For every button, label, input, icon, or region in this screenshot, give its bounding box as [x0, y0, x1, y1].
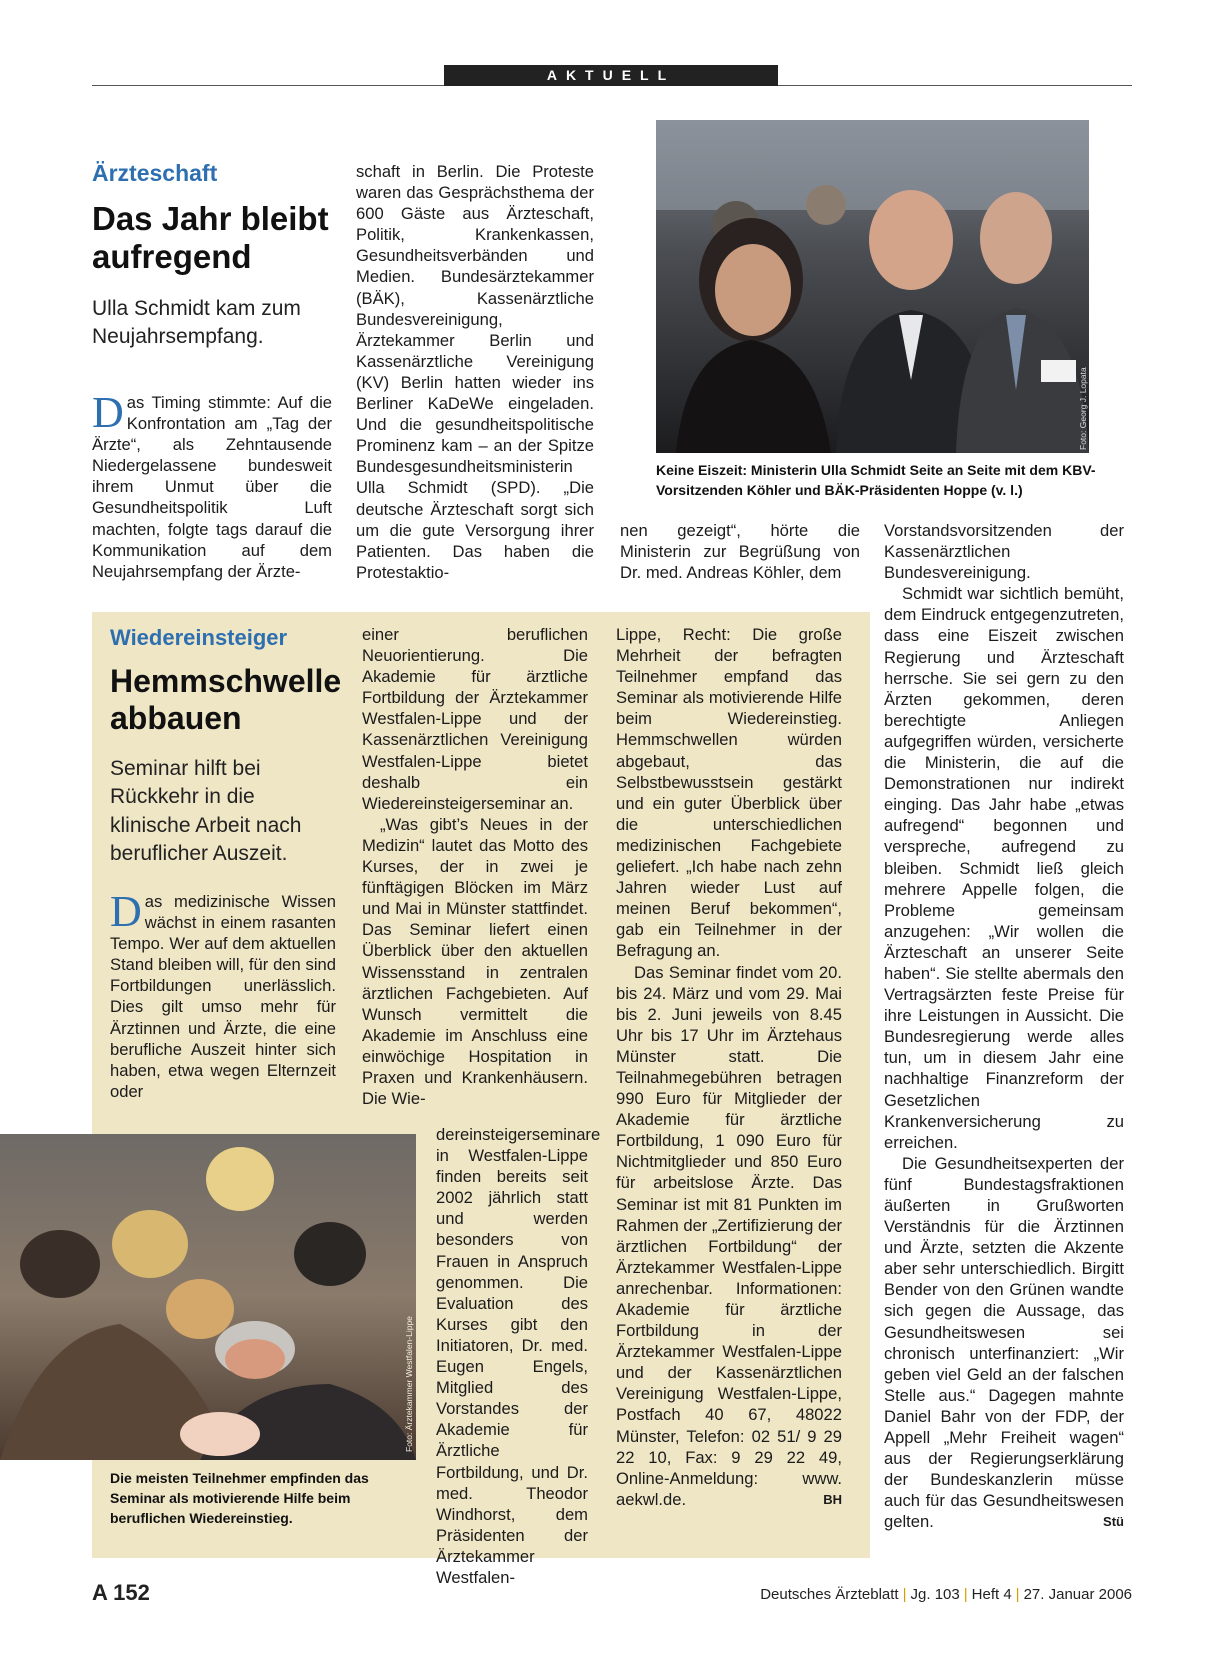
article2-column-1: Das medizinische Wissen wächst in einem rasanten Tempo. Wer auf dem aktuellen Stand bleiben will, für den sind Fortbildungen unerlässlich. Dies gilt umso mehr für Ärztinnen und Ärzte, die eine berufliche Auszeit hinter sich haben, etwa wegen Elternzeit oder — [110, 887, 336, 1101]
article1-photo-credit: Foto: Georg J. Lopata — [1078, 367, 1088, 450]
article1-kicker: Ärzteschaft — [92, 160, 218, 186]
article1-lead: Ulla Schmidt kam zum Neujahrsempfang. — [92, 297, 301, 349]
article2-dropcap: D — [110, 887, 142, 936]
article2-lead: Seminar hilft bei Rückkehr in die klinische Arbeit nach beruflicher Auszeit. — [110, 757, 302, 866]
article1-signature: Stü — [1103, 1514, 1124, 1530]
article2-kicker: Wiedereinsteiger — [110, 625, 288, 650]
article2-column-3: Lippe, Recht: Die große Mehrheit der befragten Teilnehmer empfand das Seminar als motivierende Hilfe beim Wiedereinstieg. Hemmschwellen würden abgebaut, das Selbstbewusstsein gestärkt und ein guter Überblick über die unterschiedlichen medizinischen Fachgebiete geliefert. „Ich habe nach zehn Jahren wieder Lust auf meinen Beruf bekommen“, gab ein Teilnehmer in der Befragung an. Das Seminar findet vom 20. bis 24. März und vom 29. Mai bis 2. Juni jeweils von 8.45 Uhr bis 17 Uhr im Ärztehaus Münster statt. Die Teilnahmegebühren betragen 990 Euro für Mitglieder der Akademie für ärztliche Fortbildung, 1 090 Euro für Nichtmitglieder und 850 Euro für arbeitslose Ärzte. Das Seminar ist mit 81 Punkten im Rahmen der „Zertifizierung der ärztlichen Fortbildung“ der Ärztekammer Westfalen-Lippe anrechenbar. Informationen: Akademie für ärztliche Fortbildung in der Ärztekammer Westfalen-Lippe und der Kassenärztlichen Vereinigung Westfalen-Lippe, Postfach 40 67, 48022 Münster, Telefon: 02 51/ 9 29 22 10, Fax: 9 29 22 49, Online-Anmeldung: www. aekwl.de. BH — [616, 625, 842, 1509]
article2-photo-caption: Die meisten Teilnehmer empfinden das Seminar als motivierende Hilfe beim beruflichen Wiedereinstieg. — [110, 1470, 369, 1526]
seminar-photo-illustration — [0, 1134, 416, 1460]
article2-photo-credit: Foto: Ärztekammer Westfalen-Lippe — [404, 1316, 414, 1452]
article1-column-4: Vorstandsvorsitzenden der Kassenärztlichen Bundesvereinigung. Schmidt war sichtlich bemüht, dem Eindruck entgegenzutreten, dass eine Eiszeit zwischen Regierung und Ärzteschaft herrsche. Sie sei gern zu den Ärzten gekommen, deren berechtigte Anliegen aufgegriffen würden, versicherte die Ministerin, die auf die Demonstrationen nur indirekt einging. Das Jahr habe „etwas aufregend“ begonnen und verspreche, aufregend zu bleiben. Schmidt ließ gleich mehrere Appelle folgen, die Probleme gemeinsam anzugehen: „Wir wollen die Ärzteschaft an unserer Seite haben“. Sie stellte abermals den Vertragsärzten feste Preise für ihre Leistungen in Aussicht. Die Bundesregierung werde alles tun, um in diesem Jahr eine nachhaltige Finanzreform der Gesetzlichen Krankenversicherung zu erreichen. Die Gesundheitsexperten der fünf Bundestagsfraktionen äußerten in Grußworten Verständnis für die Ärztinnen und Ärzte, setzten die Akzente aber sehr unterschiedlich. Birgitt Bender von den Grünen wandte sich gegen die Aussage, das Gesundheitswesen sei chronisch unterfinanziert: „Wir geben viel Geld an der falschen Stelle aus.“ Dagegen mahnte Daniel Bahr von der FDP, der Appell „Mehr Freiheit wagen“ aus der Regierungserklärung der Bundeskanzlerin müsse auch für das Gesundheitswesen gelten. Stü — [884, 521, 1124, 1532]
article2-column-2: einer beruflichen Neuorientierung. Die Akademie für ärztliche Fortbildung der Ärztekammer Westfalen-Lippe und der Kassenärztlichen Vereinigung Westfalen-Lippe bietet deshalb ein Wiedereinsteigerseminar an. „Was gibt’s Neues in der Medizin“ lautet das Motto des Kurses, der in zwei je fünftägigen Blöcken im März und Mai in Münster stattfindet. Das Seminar liefert einen Überblick über den aktuellen Wissensstand in zentralen ärztlichen Fachgebieten. Auf Wunsch vermittelt die Akademie im Anschluss eine einwöchige Hospitation in Praxen und Krankenhäusern. Die Wie- — [362, 625, 588, 1109]
article1-dropcap: D — [92, 388, 124, 437]
people-photo-illustration — [656, 120, 1089, 453]
article1-column-2: schaft in Berlin. Die Proteste waren das Gesprächsthema der 600 Gäste aus Ärzteschaft, Politik, Krankenkassen, Gesundheitsverbänden und Medien. Bundesärztekammer (BÄK), Kassenärztliche Bundesvereinigung, Ärztekammer Berlin und Kassenärztliche Vereinigung (KV) Berlin hatten wieder ins Berliner KaDeWe eingeladen. Und die gesundheitspolitische Prominenz kam – an der Spitze Bundesgesundheitsministerin Ulla Schmidt (SPD). „Die deutsche Ärzteschaft sorgt sich um die gute Versorgung ihrer Patienten. Das haben die Protestaktio- — [356, 162, 594, 582]
page-number: A 152 — [92, 1580, 150, 1605]
article1-photo — [656, 120, 1089, 453]
article1-column-1: Das Timing stimmte: Auf die Konfrontation am „Tag der Ärzte“, als Zehntausende Niedergelassene bundesweit ihrem Unmut über die Gesundheitspolitik Luft machten, folgte tags darauf die Kommunikation auf dem Neujahrsempfang der Ärzte- — [92, 388, 332, 581]
section-label: AKTUELL — [444, 65, 778, 86]
article2-column-2-continued: dereinsteigerseminare in Westfalen-Lippe finden bereits seit 2002 jährlich statt und werden besonders von Frauen in Anspruch genommen. Die Evaluation des Kurses gibt den Initiatoren, Dr. med. Eugen Engels, Mitglied des Vorstandes der Akademie für Ärztliche Fortbildung, und Dr. med. Theodor Windhorst, dem Präsidenten der Ärztekammer Westfalen- — [436, 1125, 601, 1587]
article1-photo-caption: Keine Eiszeit: Ministerin Ulla Schmidt Seite an Seite mit dem KBV-Vorsitzenden Köhler und BÄK-Präsidenten Hoppe (v. l.) — [656, 462, 1096, 498]
article2-photo — [0, 1134, 416, 1460]
article1-headline: Das Jahr bleibt aufregend — [92, 200, 329, 275]
article2-signature: BH — [823, 1491, 842, 1507]
article2-headline: Hemmschwelle abbauen — [110, 663, 342, 736]
article1-column-3: nen gezeigt“, hörte die Ministerin zur Begrüßung von Dr. med. Andreas Köhler, dem — [620, 521, 860, 583]
journal-footer: Deutsches Ärzteblatt | Jg. 103 | Heft 4 | 27. Januar 2006 — [760, 1586, 1132, 1603]
